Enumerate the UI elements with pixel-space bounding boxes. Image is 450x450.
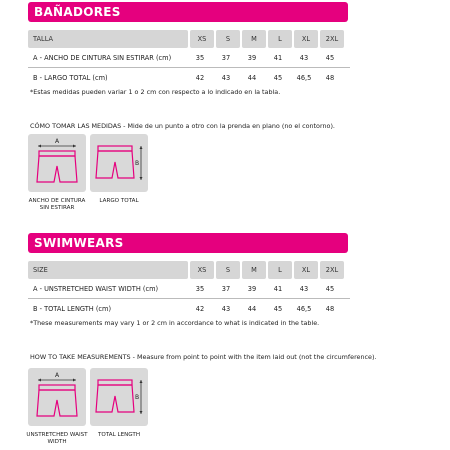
caption-waist-en: UNSTRETCHED WAIST WIDTH bbox=[26, 432, 88, 445]
table-cell: 43 bbox=[221, 74, 231, 82]
diagram-letter: B bbox=[135, 160, 140, 167]
table-cell: 45 bbox=[325, 284, 335, 293]
diagram-letter: A bbox=[55, 372, 60, 379]
size-header: M bbox=[242, 261, 266, 279]
table-cell: 39 bbox=[247, 284, 257, 293]
diagram-letter: A bbox=[55, 138, 60, 145]
table-cell: 42 bbox=[195, 305, 205, 313]
waist-width-diagram-en bbox=[28, 368, 86, 426]
table-cell: 35 bbox=[195, 284, 205, 293]
size-header: L bbox=[268, 261, 292, 279]
howto-text-en: HOW TO TAKE MEASUREMENTS - Measure from point to point with the item laid out (not the circumference). bbox=[30, 353, 377, 361]
size-header: 2XL bbox=[320, 261, 344, 279]
total-length-diagram-en bbox=[90, 368, 148, 426]
caption-length-en: TOTAL LENGTH bbox=[97, 432, 141, 438]
section-title-es: BAÑADORES bbox=[28, 2, 348, 22]
size-header: L bbox=[268, 30, 292, 48]
size-header: XS bbox=[190, 30, 214, 48]
table-cell: 39 bbox=[247, 53, 257, 62]
howto-text-es: CÓMO TOMAR LAS MEDIDAS - Mide de un punto a otro con la prenda en plano (no el contorno). bbox=[30, 122, 335, 130]
size-header: XL bbox=[294, 261, 318, 279]
size-header: S bbox=[216, 30, 240, 48]
table-cell: 45 bbox=[273, 305, 283, 313]
table-cell: 43 bbox=[221, 305, 231, 313]
table-header-row bbox=[28, 30, 350, 48]
table-row bbox=[28, 68, 350, 88]
header-label: SIZE bbox=[28, 261, 188, 279]
size-table-en bbox=[28, 261, 350, 319]
size-header: S bbox=[216, 261, 240, 279]
diagram-letter: B bbox=[135, 394, 140, 401]
table-cell: 48 bbox=[325, 305, 335, 313]
table-cell: 43 bbox=[299, 284, 309, 293]
table-cell: 46,5 bbox=[296, 305, 312, 313]
row-label: B - TOTAL LENGTH (cm) bbox=[33, 305, 112, 313]
disclaimer-note-en: *These measurements may vary 1 or 2 cm in accordance to what is indicated in the table. bbox=[30, 319, 320, 327]
table-cell: 42 bbox=[195, 74, 205, 82]
table-header-row bbox=[28, 261, 350, 279]
waist-width-diagram-es bbox=[28, 134, 86, 192]
row-label: B - LARGO TOTAL (cm) bbox=[33, 74, 108, 82]
table-cell: 37 bbox=[221, 284, 231, 293]
table-row bbox=[28, 299, 350, 319]
size-header: XS bbox=[190, 261, 214, 279]
size-header: XL bbox=[294, 30, 318, 48]
disclaimer-note-es: *Estas medidas pueden variar 1 o 2 cm con respecto a lo indicado en la tabla. bbox=[30, 88, 281, 96]
total-length-diagram-es bbox=[90, 134, 148, 192]
header-label: TALLA bbox=[28, 30, 188, 48]
size-header: 2XL bbox=[320, 30, 344, 48]
table-cell: 46,5 bbox=[296, 74, 312, 82]
table-cell: 45 bbox=[325, 53, 335, 62]
table-cell: 43 bbox=[299, 53, 309, 62]
table-cell: 37 bbox=[221, 53, 231, 62]
row-label: A - ANCHO DE CINTURA SIN ESTIRAR (cm) bbox=[33, 53, 172, 62]
caption-waist-es: ANCHO DE CINTURA SIN ESTIRAR bbox=[28, 198, 86, 211]
caption-length-es: LARGO TOTAL bbox=[99, 198, 139, 204]
table-cell: 41 bbox=[273, 53, 283, 62]
table-cell: 44 bbox=[247, 74, 257, 82]
row-label: A - UNSTRETCHED WAIST WIDTH (cm) bbox=[33, 284, 159, 293]
shorts-length-icon bbox=[90, 368, 148, 426]
table-cell: 45 bbox=[273, 74, 283, 82]
shorts-length-icon bbox=[90, 134, 148, 192]
shorts-width-icon bbox=[28, 368, 86, 426]
table-row bbox=[28, 48, 350, 68]
size-header: M bbox=[242, 30, 266, 48]
table-cell: 41 bbox=[273, 284, 283, 293]
section-title-en: SWIMWEARS bbox=[28, 233, 348, 253]
table-row bbox=[28, 279, 350, 299]
shorts-width-icon bbox=[28, 134, 86, 192]
size-table-es bbox=[28, 30, 350, 88]
table-cell: 35 bbox=[195, 53, 205, 62]
table-cell: 44 bbox=[247, 305, 257, 313]
table-cell: 48 bbox=[325, 74, 335, 82]
